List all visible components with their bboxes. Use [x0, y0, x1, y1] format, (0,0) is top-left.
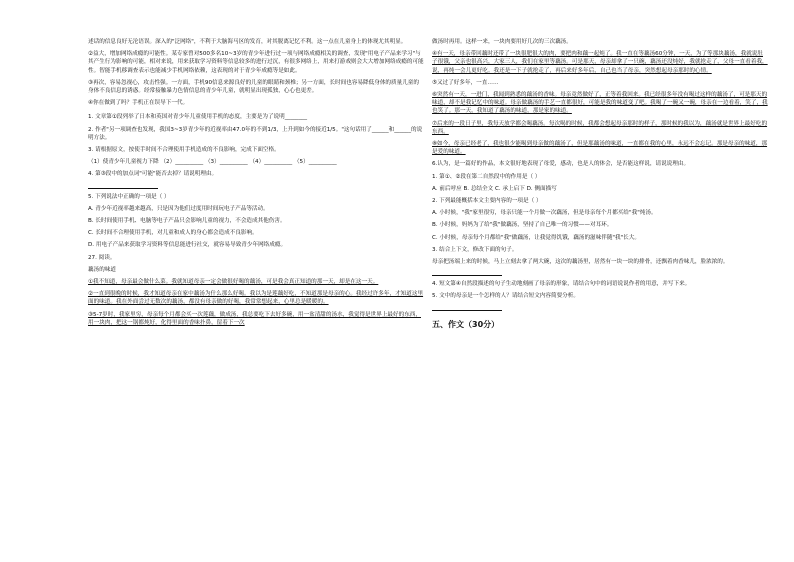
option-c: C. 小时候，母亲每个月都给"我"做藕汤，让我觉得饥饿，藕汤的滋味伴随"我"长大。: [432, 234, 640, 241]
paragraph: 6.认为，是一篇好的作品，本文很好地表现了母爱，感动，也是人的体会，是否能这样说，请说说理由。: [432, 161, 690, 168]
question-2: 2. 作者"另一项调查也发现，我国3~3岁青少年的近视率由47.0年的不到1/3，上升到如今的接近1/5。"这句话用了______和______的说明方法。: [88, 126, 423, 141]
paragraph: ⑥突然有一天，一进门，我闻到熟悉的藕汤的香味。母亲竟然做好了，正等着我回来。我已经很多年没有喝过这样的藕汤了，可是那天的味道，却不是我记忆中的味道。母亲做藕汤的手艺一直都很好，可能是我的味道变了吧。我喝了一碗又一碗，母亲在一边看着，笑了，我也笑了。那一天，我知道了藕汤的味道，那是家的味道。: [432, 92, 768, 115]
question-3: 3. 请根据原文，按使手时间不合理使用手机造成的不良影响，完成下面空格。: [88, 147, 280, 154]
right-column: [432, 38, 768, 331]
left-column: [88, 38, 424, 327]
question-1: 1. 第①、②段在第二自然段中的作用是（ ）: [432, 173, 541, 180]
option-d: D. 用电子产品来获取学习资料等信息能进行社交，就容易导致青少年网络成瘾。: [88, 242, 287, 249]
answer-line: [432, 303, 502, 311]
paragraph: ③再次，容易忽视心，攻击性强。一方面，手机90信息来源良好的儿童的眼睛和颈椎；另一方面，长时间也容易降低身体的质量儿童的身体不良信息的诱惑。经常接触暴力色情信息的青少年儿童，就明显出现孤独，心心也更差。: [88, 79, 419, 95]
paragraph: 做汤时再用。这样一来，一块肉要用好几次的三次藕汤。: [432, 39, 572, 45]
paragraph: ④你在做到了吗？手机正在误导下一代。: [88, 100, 189, 107]
option-a: A. 青少年近视率越来越高，只是因为他们过度用时间玩电子产品等活动。: [88, 205, 269, 212]
answer-line: [88, 181, 158, 189]
option-a: A. 小时候，"我"家里很穷，母亲只能一个月做一次藕汤，但是母亲每个月都买给"我"炖汤。: [432, 210, 657, 217]
question-27: 27. 阅读。: [88, 254, 116, 261]
option-b: B. 长时间使用手机、电脑等电子产品只会影响儿童的视力，不会造成其他伤害。: [88, 218, 286, 225]
options-row: A. 前后呼应 B. 总结全文 C. 承上启下 D. 侧面描写: [432, 185, 557, 192]
option-b: B. 小时候，妈妈为了给"我"做藕汤，坚持了自己唯一的习惯——对耳环。: [432, 222, 613, 229]
paragraph: ①我不知道，母亲最会做什么菜。我就知道母亲一定会做很好喝的藕汤，可是我会真正知道的那一天，却是在这一天。: [88, 279, 379, 286]
question-4: 4. 短文第④自然段描述的句子生动地刻画了母亲的形象，请结合句中的词语说说作者的用意，并写下来。: [432, 281, 691, 288]
sentence-to-revise: 母亲把汤端上来的时候，马上立刻去拿了两大碗，这次的藕汤里，居然有一块一块的排骨，还飘着肉香味儿，脸浓浓的。: [432, 259, 729, 266]
paragraph: ②益大，增加网络成瘾的可能性。某专家曾对500多名10~3岁的青少年进行过一项与网络成瘾相关的调查，发现"用电子产品来学习"与其产生行为影响的可能，相对来说，用来获取学习资料等信息较多的进行过沉，有很多网络上，用来打游戏则会大大增加网络成瘾的可能性。智能手机移调查表示也能减少手机网络依赖，这表现的对于青少年成瘾等是如此。: [88, 51, 424, 74]
answer-line: [432, 268, 502, 276]
paragraph: ⑤又过了好多年，一直……: [432, 79, 499, 86]
paragraph: 述话的信息良好无沦语误。深入的"泛网络"，不利于大脑海马区的发育，对其脱离记忆不利。这一点在儿童身上的体现尤其明显。: [88, 39, 407, 45]
article-title: 藕汤的味道: [88, 266, 116, 273]
section-title: 五、作文（30分）: [432, 319, 500, 329]
question-3: 3. 结合上下文，修改下面的句子。: [432, 246, 518, 253]
paragraph: ③5-7岁时，我家里穷，母亲每个月都会买一次莲藕，做成汤，我总要吃下去好多碗，用一盆清甜的汤水，我觉得是世界上最好的东西，用一块肉，把这一锅都炖好，化得里面的香味扑鼻，留着下一次: [88, 311, 421, 326]
paragraph: ⑦后来的一段日子里，我每天放学都会喝藕汤。每次喝的时候，我都会想起母亲那时的样子，那时候的我以为，藕汤就是世界上最好吃的东西。: [432, 120, 768, 135]
question-3-blanks: （1）使青少年儿童视力下降 （2）__________ （3）__________ （4）__________ （5）__________: [88, 159, 337, 166]
paragraph: ⑧如今，母亲已经老了，我也很少能喝到母亲做的藕汤了，但是那藕汤的味道，一直都在我的心里，永远不会忘记。那是母亲的味道，那是爱的味道。: [432, 141, 768, 156]
paragraph: ②一直到很晚的时候，我才知道母亲在家中藕汤为什么那么好喝。我以为是莲藕好吃，不知道那是母亲的心。我经过许多年，才知道这里面的味道。我在外面尝过无数次的藕汤，都没有母亲做的好喝，我常常想起来，心里总是暖暖的。: [88, 291, 424, 306]
question-1: 1. 文章第①段列举了日本和英国对青少年儿童使用手机的态度，主要是为了说明________: [88, 114, 308, 121]
question-2: 2. 下列最能概括本文主要内容的一项是（ ）: [432, 198, 542, 205]
question-5: 5. 文中的母亲是一个怎样的人？请结合短文内容简要分析。: [432, 293, 579, 300]
question-4: 4. 第③段中的加点词"可能"能否去掉？请说明理由。: [88, 171, 218, 178]
paragraph: ④有一天，母亲带回藕时还带了一块很肥很大的肉，要把肉和藕一起炖了。我一直在等藕汤60分钟，一天，为了等那块藕汤，我就说肚子很饿，父亲也很高兴，大家三人，我们在家里等藕汤。可是那天，母亲却拿了一只碗，藕汤还没炖好，我就抢走了，父母一直看着我，说，再炖一会儿更好吃。我还是一下子就抢走了，再后来好多年后，自己也当了母亲，突然想起母亲那时的心情。: [432, 51, 768, 74]
option-c: C. 长时间不合理使用手机，对儿童和成人的身心都会造成不良影响。: [88, 230, 258, 237]
question-5: 5. 下列说法中正确的一项是（ ）: [88, 193, 170, 200]
